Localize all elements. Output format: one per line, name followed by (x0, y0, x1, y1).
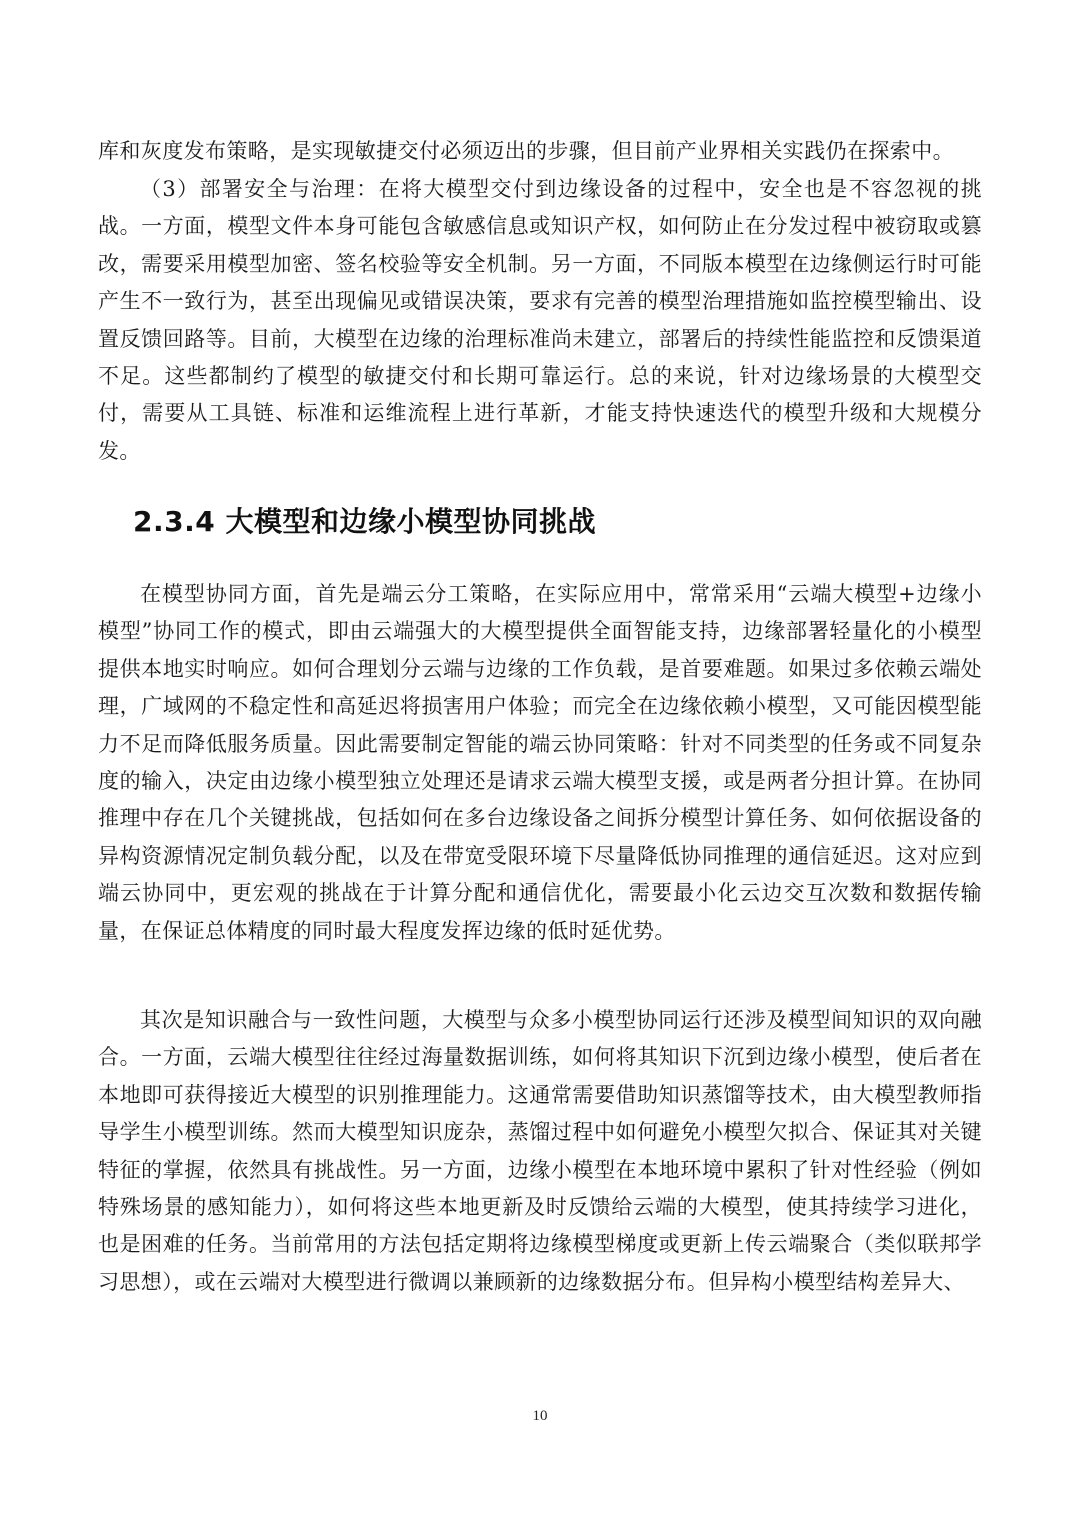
section-heading: 2.3.4 大模型和边缘小模型协同挑战 (133, 505, 596, 538)
page-number: 10 (532, 1408, 548, 1424)
paragraph-continuation: 库和灰度发布策略，是实现敏捷交付必须迈出的步骤，但目前产业界相关实践仍在探索中。 (98, 139, 954, 163)
paragraph-deployment-security: （3）部署安全与治理：在将大模型交付到边缘设备的过程中，安全也是不容忽视的挑战。一方面，模型文件本身可能包含敏感信息或知识产权，如何防止在分发过程中被窃取或篡改，需要采用模型加密、签名校验等安全机制。另一方面，不同版本模型在边缘侧运行时可能产生不一致行为，甚至出现偏见或错误决策，要求有完善的模型治理措施如监控模型输出、设置反馈回路等。目前，大模型在边缘的治理标准尚未建立，部署后的持续性能监控和反馈渠道不足。这些都制约了模型的敏捷交付和长期可靠运行。总的来说，针对边缘场景的大模型交付，需要从工具链、标准和运维流程上进行革新，才能支持快速迭代的模型升级和大规模分发。 (98, 177, 982, 463)
paragraph-model-collaboration: 在模型协同方面，首先是端云分工策略，在实际应用中，常常采用“云端大模型+边缘小模型”协同工作的模式，即由云端强大的大模型提供全面智能支持，边缘部署轻量化的小模型提供本地实时响应。如何合理划分云端与边缘的工作负载，是首要难题。如果过多依赖云端处理，广域网的不稳定性和高延迟将损害用户体验；而完全在边缘依赖小模型，又可能因模型能力不足而降低服务质量。因此需要制定智能的端云协同策略：针对不同类型的任务或不同复杂度的输入，决定由边缘小模型独立处理还是请求云端大模型支援，或是两者分担计算。在协同推理中存在几个关键挑战，包括如何在多台边缘设备之间拆分模型计算任务、如何依据设备的异构资源情况定制负载分配，以及在带宽受限环境下尽量降低协同推理的通信延迟。这对应到端云协同中，更宏观的挑战在于计算分配和通信优化，需要最小化云边交互次数和数据传输量，在保证总体精度的同时最大程度发挥边缘的低时延优势。 (98, 582, 982, 943)
paragraph-knowledge-fusion: 其次是知识融合与一致性问题，大模型与众多小模型协同运行还涉及模型间知识的双向融合。一方面，云端大模型往往经过海量数据训练，如何将其知识下沉到边缘小模型，使后者在本地即可获得接近大模型的识别推理能力。这通常需要借助知识蒸馏等技术，由大模型教师指导学生小模型训练。然而大模型知识庞杂，蒸馏过程中如何避免小模型欠拟合、保证其对关键特征的掌握，依然具有挑战性。另一方面，边缘小模型在本地环境中累积了针对性经验（例如特殊场景的感知能力），如何将这些本地更新及时反馈给云端的大模型，使其持续学习进化，也是困难的任务。当前常用的方法包括定期将边缘模型梯度或更新上传云端聚合（类似联邦学习思想），或在云端对大模型进行微调以兼顾新的边缘数据分布。但异构小模型结构差异大、 (98, 1008, 982, 1294)
